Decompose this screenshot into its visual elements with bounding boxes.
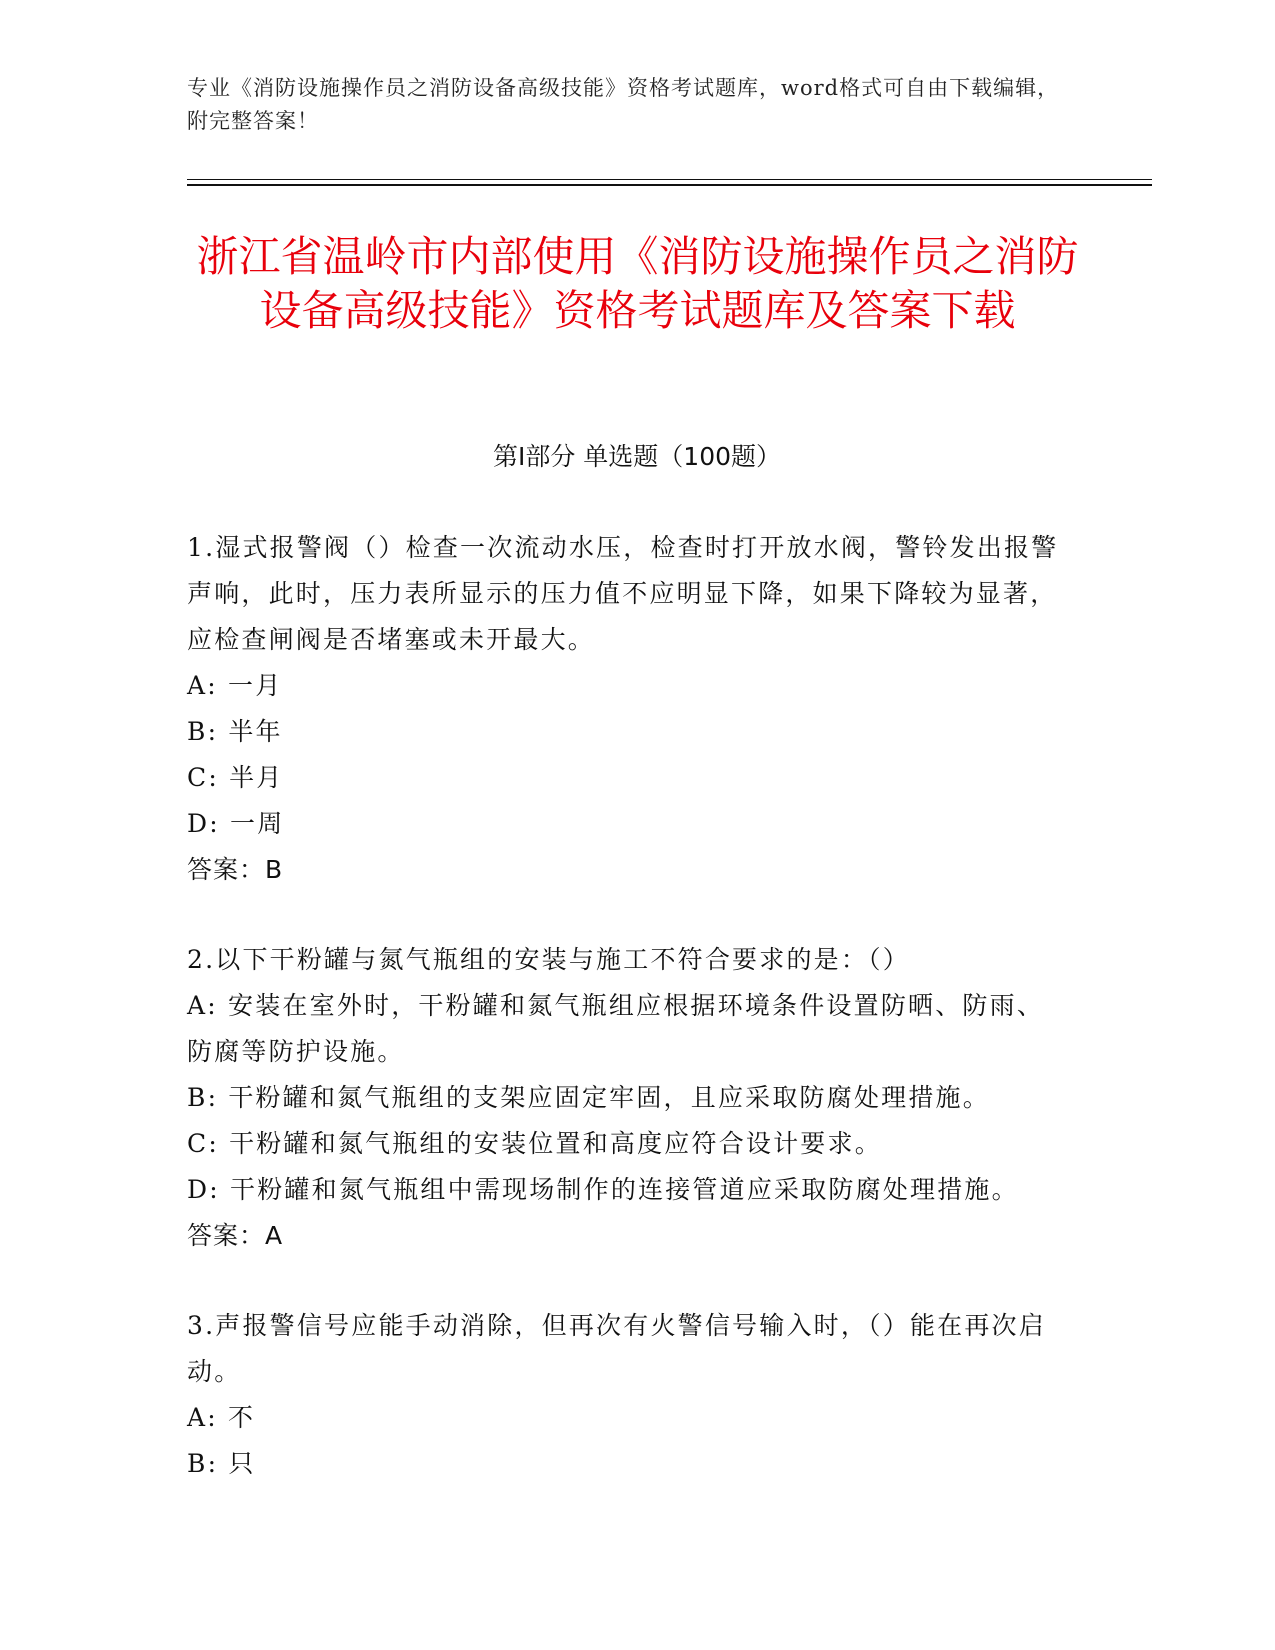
header-note: 专业《消防设施操作员之消防设备高级技能》资格考试题库，word格式可自由下载编辑，附完整答案！ [187,76,1060,133]
question-2 [187,937,1067,1259]
question-stem: 1.湿式报警阀（）检查一次流动水压，检查时打开放水阀，警铃发出报警声响，此时，压力表所显示的压力值不应明显下降，如果下降较为显著，应检查闸阀是否堵塞或未开最大。 [187,533,1059,654]
question-list [187,525,1067,1531]
question-3 [187,1303,1067,1487]
option-a: A: 安装在室外时，干粉罐和氮气瓶组应根据环境条件设置防晒、防雨、防腐等防护设施。 [187,991,1045,1066]
option-d: D: 一周 [187,809,285,838]
header-divider-thin [187,179,1152,180]
option-c: C: 干粉罐和氮气瓶组的安装位置和高度应符合设计要求。 [187,1129,882,1158]
section-heading: 第I部分 单选题（100题） [492,442,782,471]
option-b: B: 干粉罐和氮气瓶组的支架应固定牢固，且应采取防腐处理措施。 [187,1083,990,1112]
option-d: D: 干粉罐和氮气瓶组中需现场制作的连接管道应采取防腐处理措施。 [187,1175,1019,1204]
option-a: A: 一月 [187,671,283,700]
answer: 答案：B [187,855,284,884]
option-c: C: 半月 [187,763,284,792]
option-b: B: 只 [187,1449,256,1478]
option-a: A: 不 [187,1403,256,1432]
option-b: B: 半年 [187,717,283,746]
question-stem: 3.声报警信号应能手动消除，但再次有火警信号输入时，（）能在再次启动。 [187,1311,1046,1386]
answer: 答案：A [187,1221,284,1250]
header-divider-thick [187,184,1152,186]
document-title: 浙江省温岭市内部使用《消防设施操作员之消防设备高级技能》资格考试题库及答案下载 [196,232,1079,335]
question-stem: 2.以下干粉罐与氮气瓶组的安装与施工不符合要求的是：（） [187,945,910,974]
question-1 [187,525,1067,893]
